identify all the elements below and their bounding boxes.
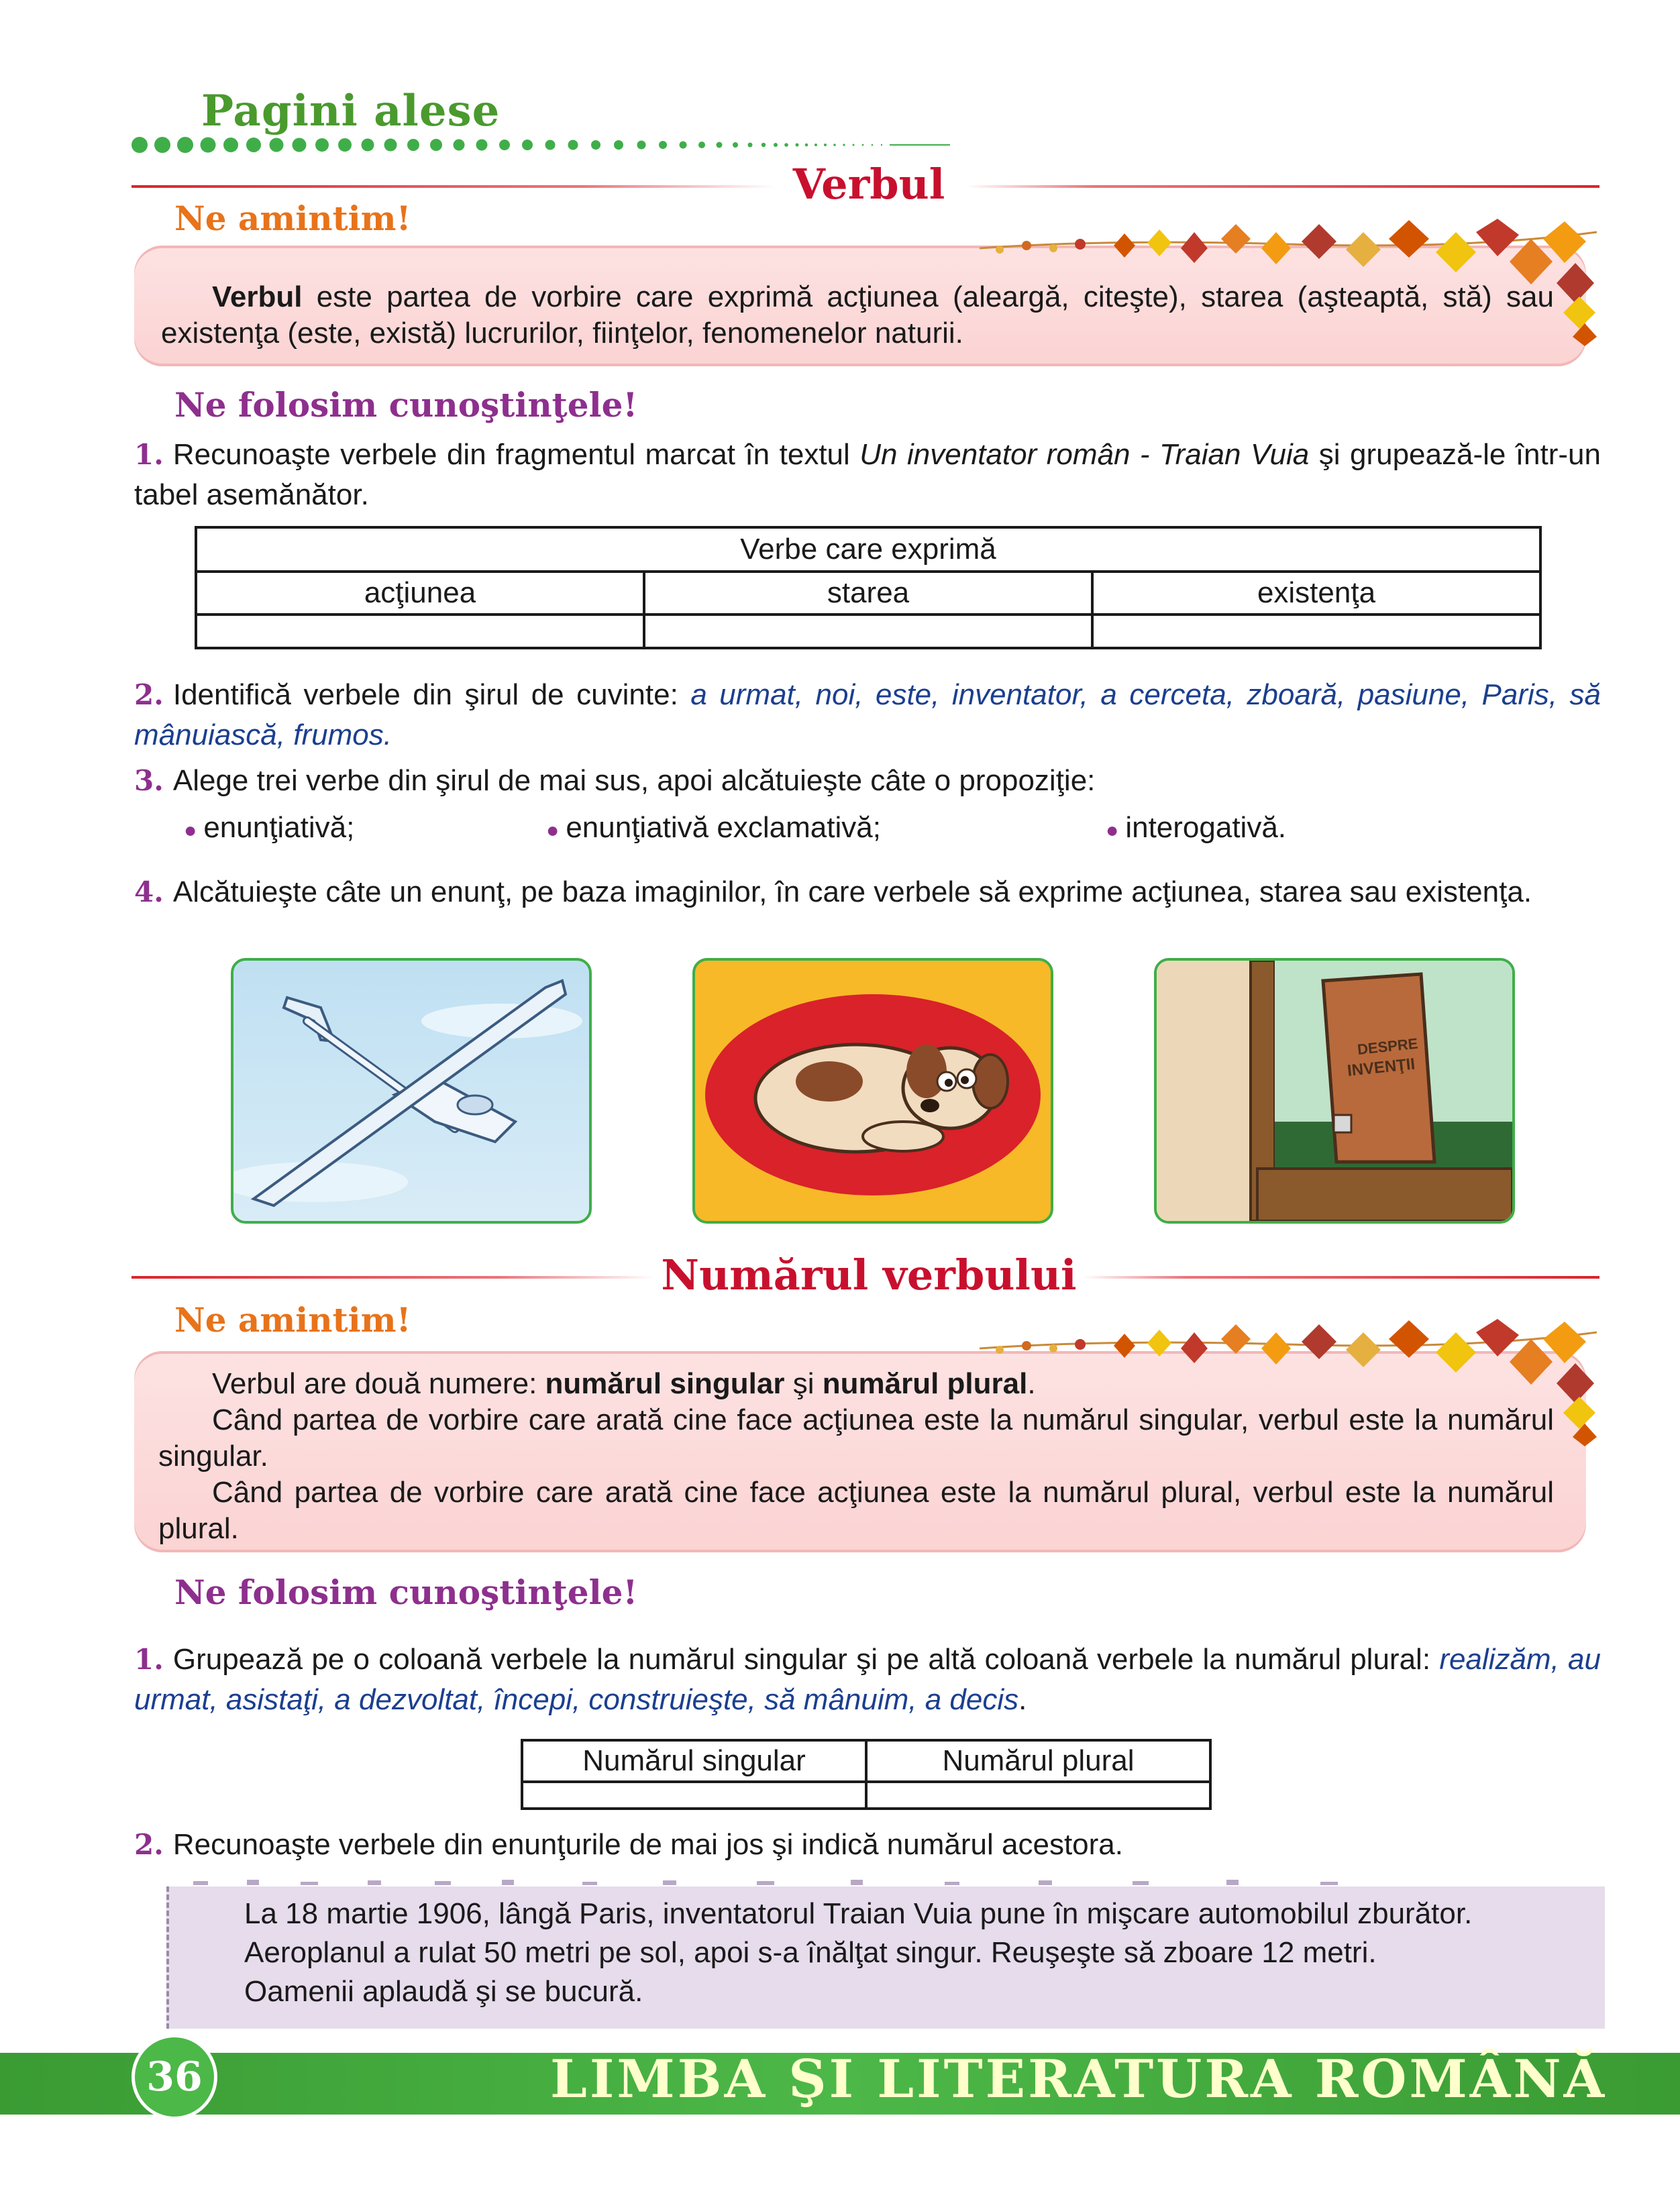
- exercise-1: [134, 435, 1601, 515]
- exercise-number: 2.: [134, 678, 164, 711]
- exercise-text: şi grupează-le într-un tabel asemănător.: [134, 438, 1601, 511]
- exercise-text: Recunoaşte verbele din fragmentul marcat în textul: [172, 438, 860, 471]
- section-rule-right: [1083, 1276, 1599, 1279]
- story-text: [244, 1895, 1573, 2011]
- number-table: [521, 1739, 1212, 1810]
- exercise-number: 2.: [134, 1828, 164, 1861]
- airplane-icon: [233, 961, 589, 1221]
- table-col-plural: Numărul plural: [866, 1740, 1210, 1782]
- exercises-heading: Ne folosim cunoştinţele!: [174, 385, 638, 425]
- bullet-item: [184, 808, 354, 850]
- book-label-1: DESPRE: [1356, 1034, 1419, 1058]
- rule-text: [158, 1366, 1554, 1547]
- remember-heading: Ne amintim!: [174, 1300, 411, 1340]
- exercise-1: [134, 1640, 1601, 1720]
- verbul-heading: Verbul: [792, 160, 945, 209]
- rule-line-1: [158, 1366, 1554, 1402]
- exercise-text: Identifică verbele din şirul de cuvinte:: [172, 678, 691, 711]
- rule-text-part: Când partea de vorbire care arată cine face acţiunea este la numărul plural, verbul este la numărul plural.: [158, 1476, 1554, 1545]
- table-cell[interactable]: [1092, 615, 1540, 648]
- section-title: Pagini alese: [201, 86, 501, 136]
- table-cell[interactable]: [196, 615, 644, 648]
- exercise-text: Alcătuieşte câte un enunţ, pe baza imaginilor, în care verbele să exprime acţiunea, starea sau existenţa.: [172, 875, 1532, 908]
- definition-bold: Verbul: [212, 280, 303, 313]
- bullet-icon: ●: [1106, 818, 1119, 842]
- exercise-2: [134, 675, 1601, 755]
- bullet-icon: ●: [546, 818, 560, 842]
- bullet-text: enunţiativă;: [203, 811, 355, 844]
- exercise-text: .: [1018, 1683, 1027, 1716]
- book-picture: [1154, 958, 1515, 1224]
- table-col-existence: existenţa: [1092, 572, 1540, 615]
- exercise-number: 3.: [134, 764, 164, 797]
- footer-title: LIMBA ŞI LITERATURA ROMÂNĂ: [550, 2049, 1608, 2110]
- torn-edge-decoration: [166, 1876, 1374, 1889]
- page-number: 36: [132, 2034, 217, 2120]
- singular-bold: numărul singular: [545, 1367, 785, 1400]
- rule-line-2: [158, 1402, 1554, 1475]
- text-title: Un inventator român - Traian Vuia: [859, 438, 1310, 471]
- book-label-2: INVENŢII: [1346, 1055, 1416, 1080]
- exercise-3: [134, 761, 1601, 801]
- verb-types-table: [195, 526, 1542, 649]
- exercise-text: Alege trei verbe din şirul de mai sus, apoi alcătuieşte câte o propoziţie:: [172, 764, 1096, 797]
- bullet-item: [1106, 808, 1286, 850]
- table-cell[interactable]: [522, 1782, 866, 1809]
- dotted-divider: [132, 133, 957, 157]
- bullet-item: [546, 808, 881, 850]
- section-rule-left: [132, 185, 776, 188]
- sleeping-dog-icon: [695, 961, 1051, 1221]
- table-cell[interactable]: [644, 615, 1092, 648]
- story-line: La 18 martie 1906, lângă Paris, inventatorul Traian Vuia pune în mişcare automobilul zburător.: [244, 1897, 1473, 1930]
- numar-heading: Numărul verbului: [661, 1250, 1077, 1299]
- table-cell[interactable]: [866, 1782, 1210, 1809]
- section-rule-left: [132, 1276, 655, 1279]
- exercise-number: 1.: [134, 1643, 164, 1676]
- story-line: Oamenii aplaudă şi se bucură.: [244, 1975, 643, 2008]
- book-on-shelf-icon: [1157, 961, 1512, 1221]
- section-rule-right: [966, 185, 1599, 188]
- bullet-text: interogativă.: [1125, 811, 1287, 844]
- table-col-singular: Numărul singular: [522, 1740, 866, 1782]
- exercise-2: [134, 1825, 1601, 1865]
- remember-heading: Ne amintim!: [174, 199, 411, 238]
- rule-text-part: şi: [784, 1367, 823, 1400]
- bullet-icon: ●: [184, 818, 197, 842]
- exercise-text: Recunoaşte verbele din enunţurile de mai jos şi indică numărul acestora.: [172, 1828, 1123, 1861]
- table-col-action: acţiunea: [196, 572, 644, 615]
- word-list: realizăm, au urmat, asistaţi, a dezvoltat, începi, construieşte, să mânuim, a decis: [134, 1643, 1601, 1716]
- glider-picture: [231, 958, 592, 1224]
- exercise-number: 1.: [134, 438, 164, 471]
- definition-text: [161, 279, 1554, 352]
- plural-bold: numărul plural: [822, 1367, 1028, 1400]
- exercises-heading: Ne folosim cunoştinţele!: [174, 1572, 638, 1612]
- table-header: Verbe care exprimă: [196, 527, 1540, 572]
- word-list: a urmat, noi, este, inventator, a cerceta, zboară, pasiune, Paris, să mânuiască, frumos.: [134, 678, 1602, 751]
- rule-text-part: .: [1027, 1367, 1036, 1400]
- dog-picture: [692, 958, 1053, 1224]
- exercise-4: [134, 872, 1601, 912]
- table-col-state: starea: [644, 572, 1092, 615]
- rule-text-part: Când partea de vorbire care arată cine face acţiunea este la numărul singular, verbul este la numărul singular.: [158, 1403, 1554, 1473]
- bullet-text: enunţiativă exclamativă;: [566, 811, 881, 844]
- exercise-text: Grupează pe o coloană verbele la numărul singular şi pe altă coloană verbele la numărul plural:: [172, 1643, 1440, 1676]
- rule-text-part: Verbul are două numere:: [212, 1367, 545, 1400]
- story-line: Aeroplanul a rulat 50 metri pe sol, apoi s-a înălţat singur. Reuşeşte să zboare 12 metri.: [244, 1936, 1377, 1969]
- exercise-number: 4.: [134, 875, 164, 908]
- definition-rest: este partea de vorbire care exprimă acţiunea (aleargă, citeşte), starea (aşteaptă, stă) sau existenţa (este, există) lucrurilor, fiinţelor, fenomenelor naturii.: [161, 280, 1554, 350]
- rule-line-3: [158, 1475, 1554, 1547]
